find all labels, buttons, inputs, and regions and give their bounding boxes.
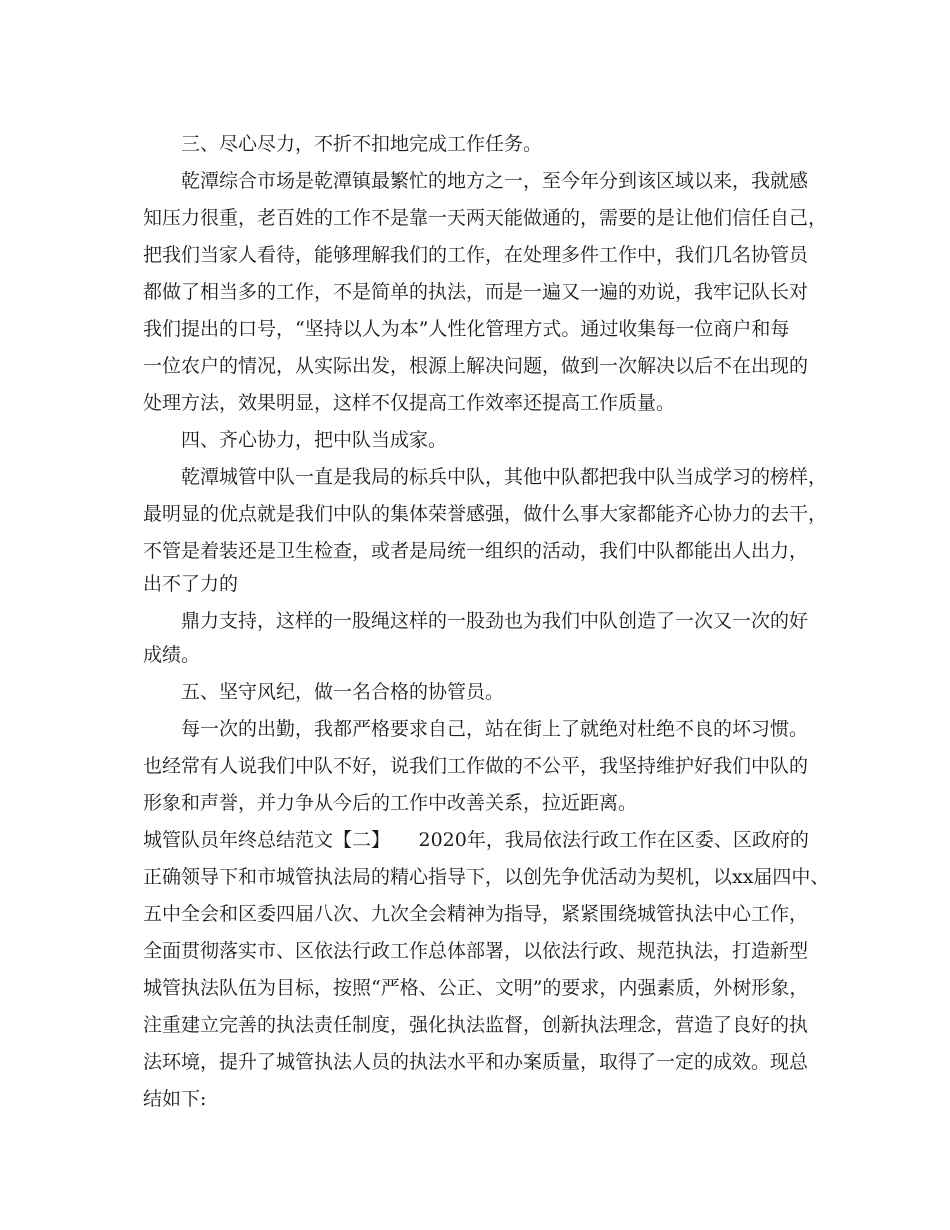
- paragraph-line: 都做了相当多的工作，不是简单的执法，而是一遍又一遍的劝说，我牢记队长对: [143, 281, 809, 303]
- paragraph-line: 最明显的优点就是我们中队的集体荣誉感强，做什么事大家都能齐心协力的去干，: [143, 503, 828, 525]
- paragraph-line: 知压力很重，老百姓的工作不是靠一天两天能做通的，需要的是让他们信任自己，: [143, 207, 828, 229]
- paragraph-line: 乾潭综合市场是乾潭镇最繁忙的地方之一，至今年分到该区域以来，我就感: [143, 170, 809, 192]
- paragraph-line: 我们提出的口号，“坚持以人为本”人性化管理方式。通过收集每一位商户和每: [143, 318, 790, 340]
- paragraph-line: 也经常有人说我们中队不好，说我们工作做的不公平，我坚持维护好我们中队的: [143, 755, 809, 777]
- paragraph-line: 形象和声誉，并力争从今后的工作中改善关系，拉近距离。: [143, 792, 638, 814]
- paragraph-line: 全面贯彻落实市、区依法行政工作总体部署，以依法行政、规范执法，打造新型: [143, 940, 809, 962]
- paragraph-line: 鼎力支持，这样的一股绳这样的一股劲也为我们中队创造了一次又一次的好: [143, 610, 809, 632]
- paragraph-line: 正确领导下和市城管执法局的精心指导下，以创先争优活动为契机，以xx届四中、: [143, 866, 830, 888]
- paragraph-line: 一位农户的情况，从实际出发，根源上解决问题，做到一次解决以后不在出现的: [143, 355, 809, 377]
- paragraph-line: 成绩。: [143, 644, 201, 666]
- paragraph-line: 城管执法队伍为目标，按照“严格、公正、文明”的要求，内强素质，外树形象，: [143, 977, 809, 999]
- section-heading-5: 五、坚守风纪，做一名合格的协管员。: [143, 681, 505, 703]
- paragraph-line: 处理方法，效果明显，这样不仅提高工作效率还提高工作质量。: [143, 392, 676, 414]
- paragraph-line: 出不了力的: [143, 573, 239, 595]
- article-title-line: 城管队员年终总结范文【二】 2020年，我局依法行政工作在区委、区政府的: [143, 829, 809, 851]
- paragraph-line: 五中全会和区委四届八次、九次全会精神为指导，紧紧围绕城管执法中心工作，: [143, 903, 809, 925]
- paragraph-line: 每一次的出勤，我都严格要求自己，站在街上了就绝对杜绝不良的坏习惯。: [143, 718, 809, 740]
- paragraph-line: 乾潭城管中队一直是我局的标兵中队，其他中队都把我中队当成学习的榜样，: [143, 466, 828, 488]
- paragraph-line: 法环境，提升了城管执法人员的执法水平和办案质量，取得了一定的成效。现总: [143, 1051, 809, 1073]
- paragraph-line: 把我们当家人看待，能够理解我们的工作，在处理多件工作中，我们几名协管员: [143, 244, 809, 266]
- section-heading-4: 四、齐心协力，把中队当成家。: [143, 429, 448, 451]
- paragraph-line: 结如下:: [143, 1088, 207, 1110]
- section-heading-3: 三、尽心尽力，不折不扣地完成工作任务。: [143, 133, 543, 155]
- paragraph-line: 不管是着装还是卫生检查，或者是局统一组织的活动，我们中队都能出人出力，: [143, 540, 809, 562]
- paragraph-line: 注重建立完善的执法责任制度，强化执法监督，创新执法理念，营造了良好的执: [143, 1014, 809, 1036]
